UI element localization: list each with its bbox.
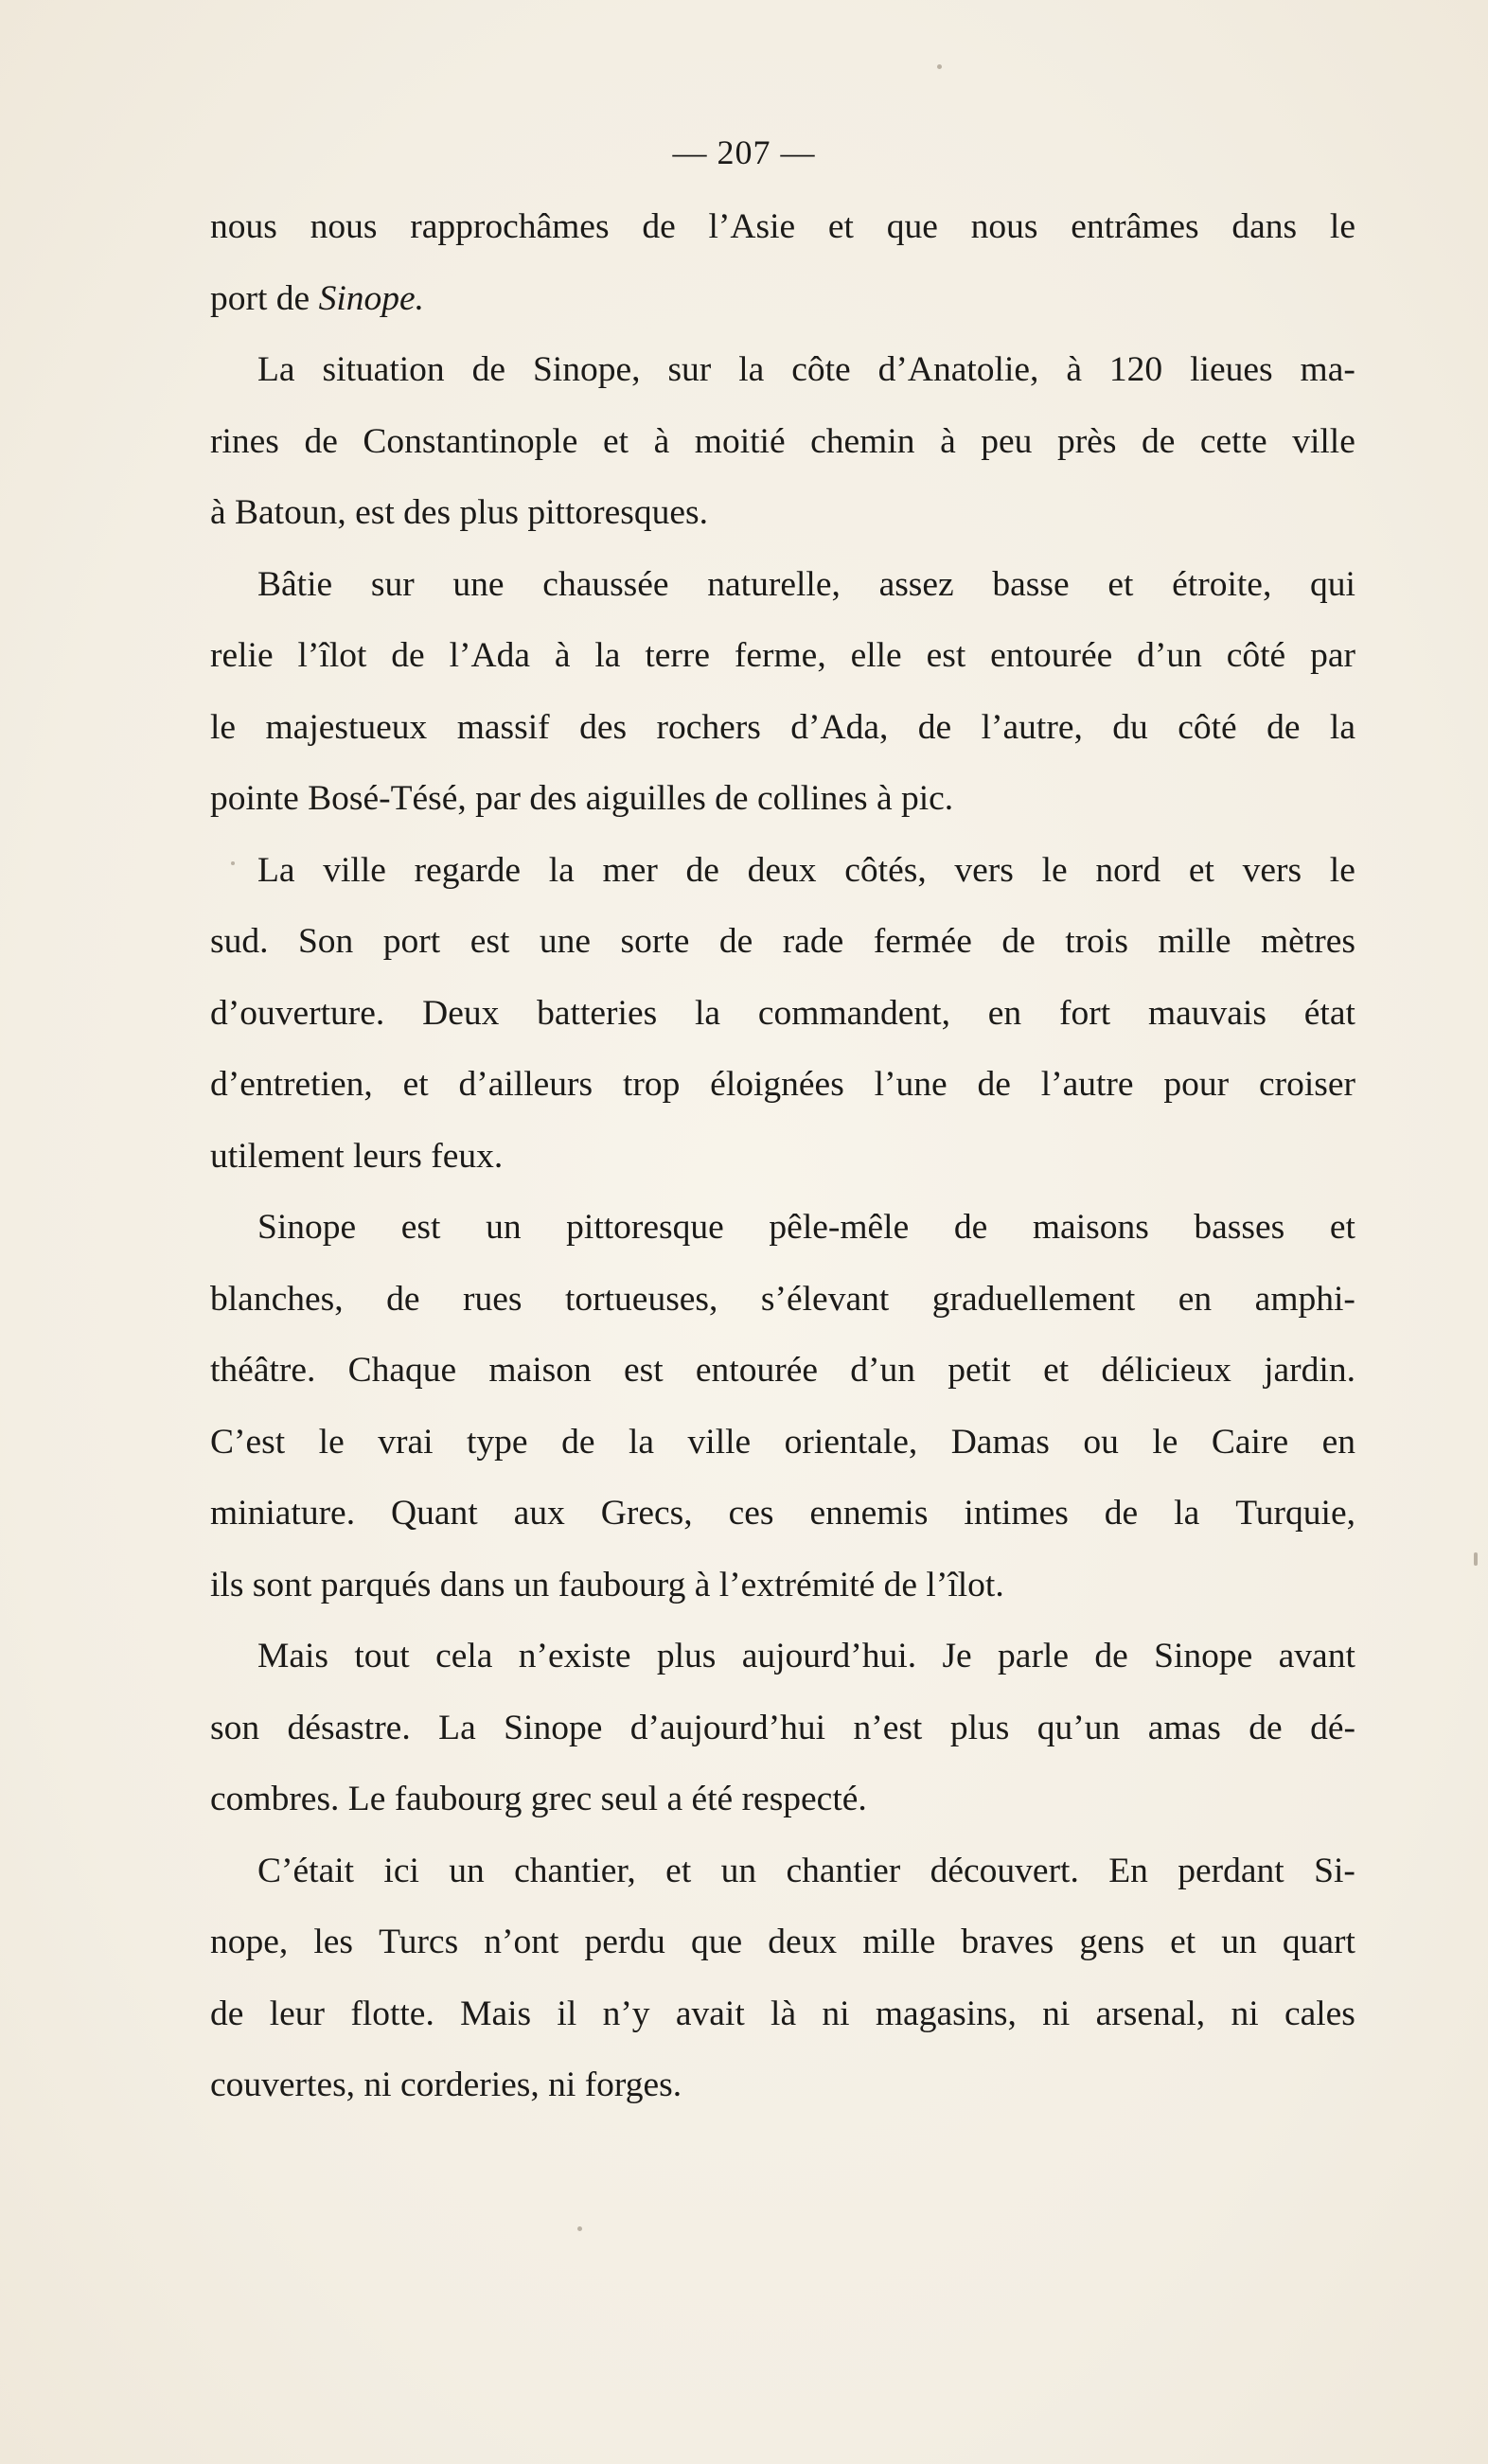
paragraph-first-line: C’était ici un chantier, et un chantier découvert. En perdant Si- [257, 1851, 1355, 1890]
text-line: théâtre. Chaque maison est entourée d’un petit et délicieux jardin. [210, 1351, 1355, 1390]
paragraph-first-line: La situation de Sinope, sur la côte d’Anatolie, à 120 lieues ma- [257, 350, 1355, 389]
text-line: d’ouverture. Deux batteries la commandent, en fort mauvais état [210, 993, 1355, 1033]
paragraph-first-line: Sinope est un pittoresque pêle-mêle de maisons basses et [257, 1208, 1355, 1247]
text-line: pointe Bosé-Tésé, par des aiguilles de collines à pic. [210, 779, 954, 818]
paragraph-first-line: Mais tout cela n’existe plus aujourd’hui. Je parle de Sinope avant [257, 1637, 1355, 1675]
paper-speck [231, 861, 235, 865]
text-line: de leur flotte. Mais il n’y avait là ni magasins, ni arsenal, ni cales [210, 1994, 1355, 2033]
text-line: ils sont parqués dans un faubourg à l’extrémité de l’îlot. [210, 1565, 1004, 1604]
paper-speck [577, 2226, 582, 2231]
text-line: son désastre. La Sinope d’aujourd’hui n’est plus qu’un amas de dé- [210, 1708, 1355, 1747]
text-line: à Batoun, est des plus pittoresques. [210, 493, 708, 532]
text-line: port de Sinope. [210, 278, 425, 318]
paragraph-first-line: Bâtie sur une chaussée naturelle, assez basse et étroite, qui [257, 564, 1355, 604]
text-line: nous nous rapprochâmes de l’Asie et que nous entrâmes dans le [210, 207, 1355, 246]
text-line: d’entretien, et d’ailleurs trop éloignées l’une de l’autre pour croiser [210, 1065, 1355, 1104]
text-line: utilement leurs feux. [210, 1136, 504, 1176]
text-line: relie l’îlot de l’Ada à la terre ferme, elle est entourée d’un côté par [210, 636, 1355, 675]
text-line: sud. Son port est une sorte de rade fermée de trois mille mètres [210, 922, 1355, 961]
text-line: miniature. Quant aux Grecs, ces ennemis intimes de la Turquie, [210, 1494, 1355, 1533]
page-number: — 207 — [672, 133, 816, 171]
italic-place-name: Sinope. [318, 278, 425, 318]
paper-speck [937, 64, 942, 69]
paper-speck [1474, 1552, 1478, 1566]
body-text [210, 199, 1355, 2129]
text-line: combres. Le faubourg grec seul a été respecté. [210, 1780, 867, 1818]
text-line: C’est le vrai type de la ville orientale, Damas ou le Caire en [210, 1422, 1355, 1462]
text-line: blanches, de rues tortueuses, s’élevant graduellement en amphi- [210, 1279, 1355, 1319]
text-line: le majestueux massif des rochers d’Ada, de l’autre, du côté de la [210, 707, 1355, 747]
text-line: nope, les Turcs n’ont perdu que deux mille braves gens et un quart [210, 1923, 1355, 1961]
paragraph-first-line: La ville regarde la mer de deux côtés, vers le nord et vers le [257, 850, 1355, 890]
text-line: rines de Constantinople et à moitié chemin à peu près de cette ville [210, 421, 1355, 461]
text-line: couvertes, ni corderies, ni forges. [210, 2065, 682, 2104]
